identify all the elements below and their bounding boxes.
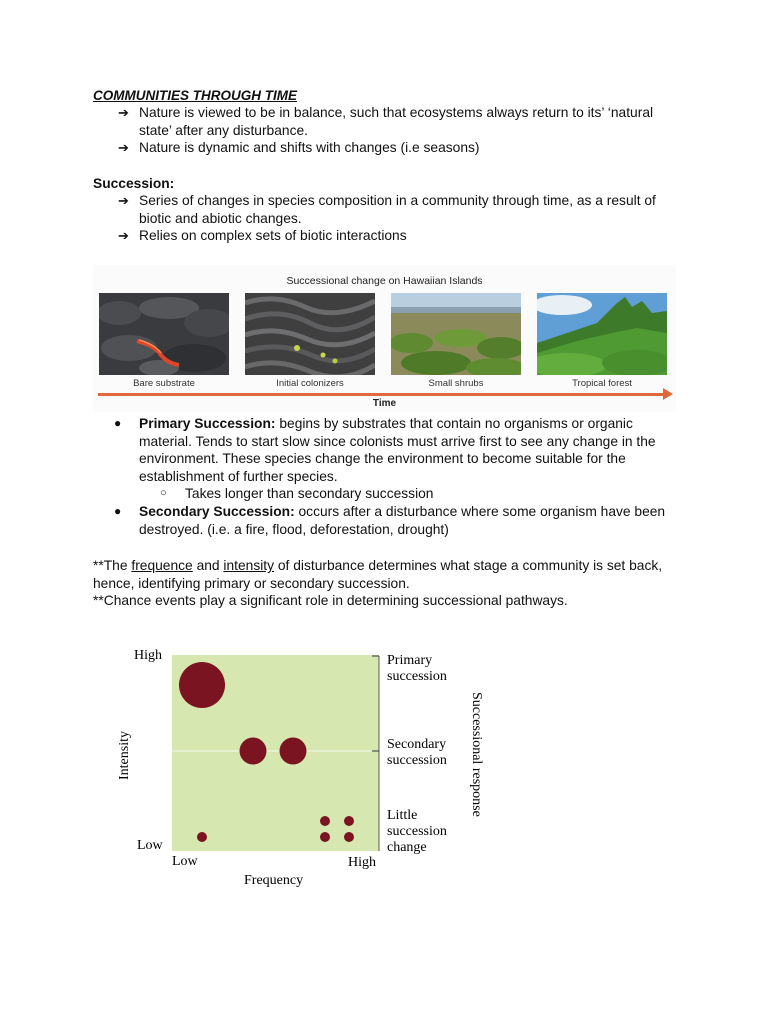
small-dot — [344, 832, 354, 842]
note-line-2: **Chance events play a significant role in determining successional pathways. — [93, 593, 568, 609]
response-label-primary: succession — [387, 669, 447, 684]
intro-point-1: Nature is viewed to be in balance, such that ecosystems always return to its’ ‘natural state’ after any disturbance. — [139, 105, 654, 138]
small-shrubs-image — [391, 293, 521, 375]
y-axis-label: Intensity — [117, 731, 132, 780]
primary-succession-term: Primary Succession: — [139, 416, 276, 431]
small-dot — [197, 832, 207, 842]
secondary-succession-text: occurs after a disturbance where some organism have been destroyed. (i.e. a fire, flood, deforestation, drought) — [139, 503, 666, 537]
small-dot — [320, 832, 330, 842]
hollow-bullet-icon: ○ — [160, 487, 167, 500]
tropical-forest-image — [537, 293, 667, 375]
intro-point-2: Nature is dynamic and shifts with changes (i.e seasons) — [139, 140, 480, 156]
primary-succession-text: begins by substrates that contain no organisms or organic material. Tends to start slow since colonists must arrive first to see any change in the environment. These species change the environment to become suitable for the establishment of further species. — [139, 416, 656, 484]
succession-types-list — [114, 415, 679, 538]
note-prefix: **The — [93, 558, 132, 573]
secondary-succession-term: Secondary Succession: — [139, 503, 295, 519]
response-label-primary: Primary — [387, 653, 433, 668]
arrow-right-icon: ➔ — [118, 193, 129, 208]
response-label-little: succession — [387, 824, 447, 839]
panel-label: Tropical forest — [572, 378, 632, 389]
succession-list — [118, 192, 678, 245]
intensity-word: intensity — [223, 558, 275, 573]
note-suffix: of disturbance determines what stage a community is set back, hence, identifying primary or secondary succession. — [93, 558, 663, 591]
medium-dot — [240, 738, 267, 765]
list-item — [114, 415, 679, 485]
notes-paragraph — [93, 557, 683, 610]
list-item — [118, 139, 678, 157]
succession-point-1: Series of changes in species composition in a community through time, as a result of biotic and abiotic changes. — [139, 193, 656, 226]
y-low-label: Low — [137, 838, 163, 853]
x-axis-label: Frequency — [244, 873, 304, 888]
time-axis-label: Time — [372, 398, 397, 409]
intro-list — [118, 104, 678, 157]
panel-label: Initial colonizers — [276, 378, 344, 389]
list-item — [118, 227, 678, 245]
small-dot — [344, 816, 354, 826]
arrow-right-icon: ➔ — [118, 228, 129, 244]
medium-dot — [280, 738, 307, 765]
response-label-secondary: Secondary — [387, 737, 447, 752]
time-arrow-line — [98, 393, 668, 396]
frequence-word: frequence — [131, 558, 193, 573]
list-item — [114, 485, 679, 503]
succession-point-2: Relies on complex sets of biotic interactions — [139, 228, 407, 244]
hawaiian-succession-figure — [93, 265, 676, 412]
panel-label: Bare substrate — [133, 378, 195, 389]
y-high-label: High — [134, 648, 162, 663]
response-label-little: change — [387, 840, 427, 855]
initial-colonizers-image — [245, 293, 375, 375]
arrow-right-icon: ➔ — [118, 105, 129, 120]
list-item — [118, 104, 678, 139]
response-label-secondary: succession — [387, 753, 447, 768]
succession-heading: Succession: — [93, 176, 175, 191]
x-high-label: High — [348, 855, 376, 870]
disturbance-diagram — [110, 640, 510, 900]
large-dot — [179, 662, 225, 708]
note-and: and — [192, 558, 224, 573]
section-title: COMMUNITIES THROUGH TIME — [93, 88, 297, 103]
response-label-little: Little — [387, 808, 418, 823]
right-axis-label: Successional response — [469, 692, 484, 817]
list-item — [118, 192, 678, 227]
bare-substrate-image — [99, 293, 229, 375]
figure-title: Successional change on Hawaiian Islands — [286, 275, 483, 287]
primary-succession-subpoint: Takes longer than secondary succession — [185, 486, 434, 502]
note-line-1 — [93, 557, 683, 592]
bullet-icon: ● — [114, 416, 122, 430]
small-dot — [320, 816, 330, 826]
panel-label: Small shrubs — [428, 378, 484, 389]
bullet-icon: ● — [114, 503, 122, 518]
x-low-label: Low — [172, 854, 198, 869]
arrow-right-icon: ➔ — [118, 140, 129, 156]
list-item — [114, 503, 679, 538]
